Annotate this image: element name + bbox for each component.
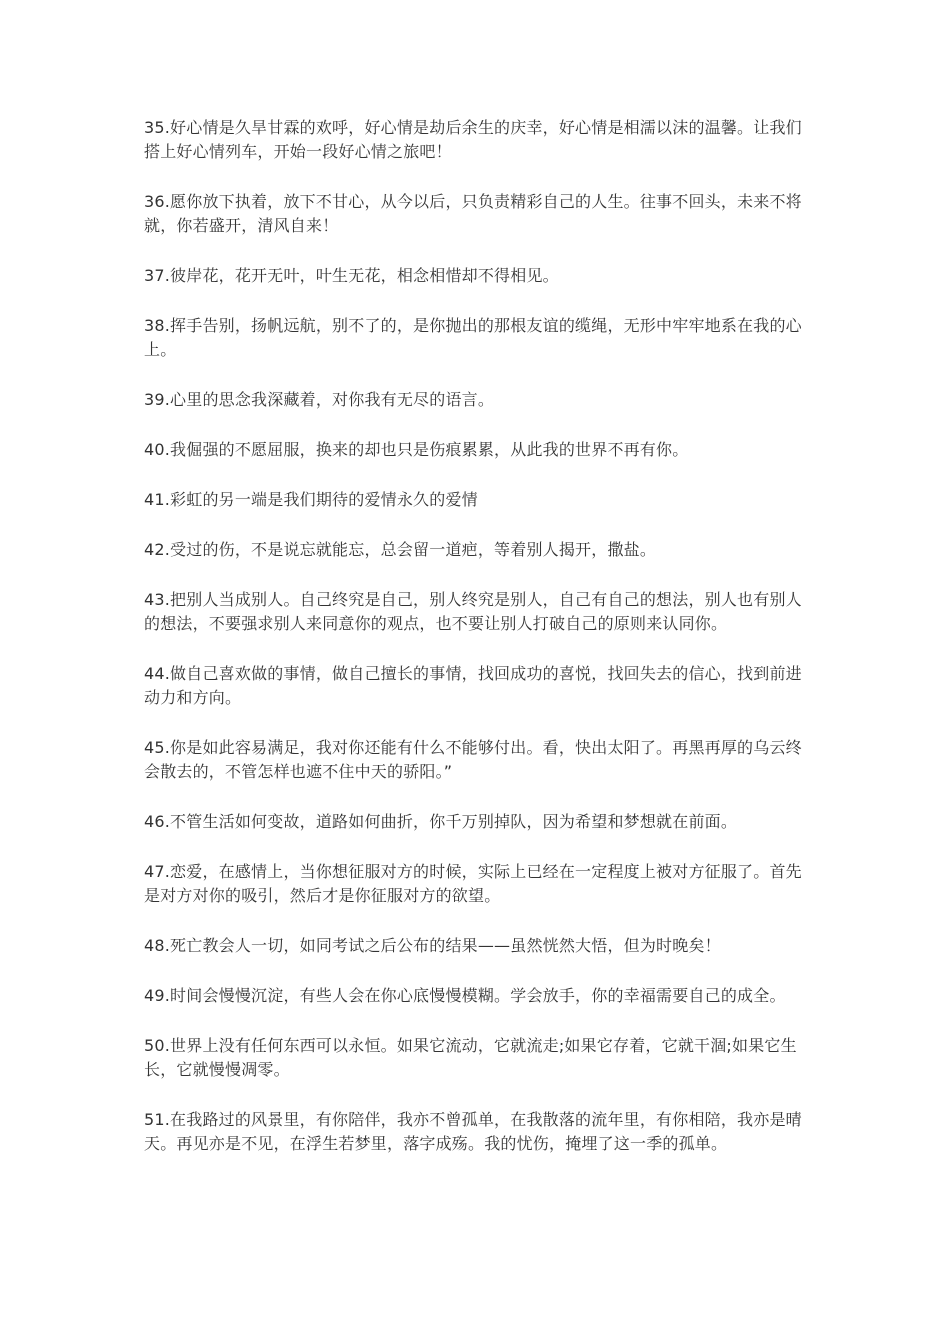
paragraph-43: 43.把别人当成别人。自己终究是自己，别人终究是别人，自己有自己的想法，别人也有别人的想法，不要强求别人来同意你的观点，也不要让别人打破自己的原则来认同你。 xyxy=(144,590,802,633)
paragraph-50: 50.世界上没有任何东西可以永恒。如果它流动，它就流走;如果它存着，它就干涸;如果它生长，它就慢慢凋零。 xyxy=(144,1036,797,1079)
paragraph-46: 46.不管生活如何变故，道路如何曲折，你千万别掉队，因为希望和梦想就在前面。 xyxy=(144,812,738,831)
document-body xyxy=(144,116,812,1182)
paragraph-48: 48.死亡教会人一切，如同考试之后公布的结果——虽然恍然大悟，但为时晚矣！ xyxy=(144,936,721,955)
paragraph-40: 40.我倔强的不愿屈服，换来的却也只是伤痕累累，从此我的世界不再有你。 xyxy=(144,440,689,459)
paragraph-44: 44.做自己喜欢做的事情，做自己擅长的事情，找回成功的喜悦，找回失去的信心，找到前进动力和方向。 xyxy=(144,664,802,707)
paragraph-47: 47.恋爱，在感情上，当你想征服对方的时候，实际上已经在一定程度上被对方征服了。首先是对方对你的吸引，然后才是你征服对方的欲望。 xyxy=(144,862,802,905)
paragraph-45: 45.你是如此容易满足，我对你还能有什么不能够付出。看，快出太阳了。再黑再厚的乌云终会散去的，不管怎样也遮不住中天的骄阳。” xyxy=(144,738,802,781)
paragraph-39: 39.心里的思念我深藏着，对你我有无尽的语言。 xyxy=(144,390,495,409)
paragraph-37: 37.彼岸花，花开无叶，叶生无花，相念相惜却不得相见。 xyxy=(144,266,559,285)
paragraph-36: 36.愿你放下执着，放下不甘心，从今以后，只负责精彩自己的人生。往事不回头，未来不将就，你若盛开，清风自来！ xyxy=(144,192,802,235)
paragraph-49: 49.时间会慢慢沉淀，有些人会在你心底慢慢模糊。学会放手，你的幸福需要自己的成全。 xyxy=(144,986,786,1005)
paragraph-38: 38.挥手告别，扬帆远航，别不了的，是你抛出的那根友谊的缆绳，无形中牢牢地系在我的心上。 xyxy=(144,316,802,359)
paragraph-42: 42.受过的伤，不是说忘就能忘，总会留一道疤，等着别人揭开，撒盐。 xyxy=(144,540,657,559)
paragraph-35: 35.好心情是久旱甘霖的欢呼，好心情是劫后余生的庆幸，好心情是相濡以沫的温馨。让我们搭上好心情列车，开始一段好心情之旅吧！ xyxy=(144,118,802,161)
paragraph-41: 41.彩虹的另一端是我们期待的爱情永久的爱情 xyxy=(144,490,478,509)
paragraph-51: 51.在我路过的风景里，有你陪伴，我亦不曾孤单，在我散落的流年里，有你相陪，我亦是晴天。再见亦是不见，在浮生若梦里，落字成殇。我的忧伤，掩埋了这一季的孤单。 xyxy=(144,1110,802,1153)
